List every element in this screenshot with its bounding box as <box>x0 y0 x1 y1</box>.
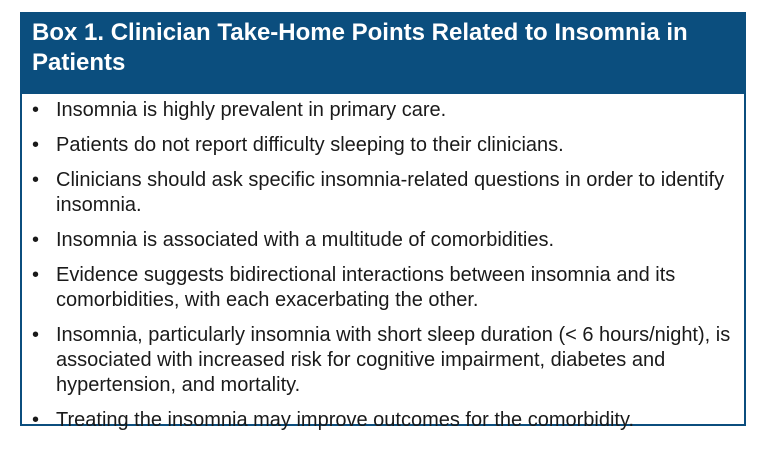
take-home-points-box <box>20 12 746 431</box>
point-text: Treating the insomnia may improve outcomes for the comorbidity. <box>56 409 635 431</box>
point-text: Insomnia, particularly insomnia with short sleep duration (< 6 hours/night), is associated with increased risk for cognitive impairment, diabetes and hypertension, and mortality. <box>56 324 731 396</box>
list-item <box>30 323 734 398</box>
point-text: Evidence suggests bidirectional interactions between insomnia and its comorbidities, with each exacerbating the other. <box>56 264 676 311</box>
point-text: Patients do not report difficulty sleeping to their clinicians. <box>56 134 564 156</box>
point-text: Insomnia is associated with a multitude of comorbidities. <box>56 229 555 251</box>
bullet-icon: • <box>32 99 40 121</box>
bullet-icon: • <box>32 324 40 346</box>
box-body <box>22 94 744 433</box>
list-item <box>30 228 734 253</box>
box-header <box>22 14 744 94</box>
take-home-points-list <box>30 98 734 433</box>
bullet-icon: • <box>32 169 40 191</box>
list-item <box>30 263 734 313</box>
point-text: Insomnia is highly prevalent in primary care. <box>56 99 447 121</box>
box-title: Box 1. Clinician Take-Home Points Related to Insomnia in Patients <box>32 19 688 76</box>
list-item <box>30 133 734 158</box>
point-text: Clinicians should ask specific insomnia-related questions in order to identify insomnia. <box>56 169 725 216</box>
bullet-icon: • <box>32 264 40 286</box>
bullet-icon: • <box>32 134 40 156</box>
bullet-icon: • <box>32 229 40 251</box>
bullet-icon: • <box>32 409 40 431</box>
list-item <box>30 98 734 123</box>
list-item <box>30 168 734 218</box>
list-item <box>30 408 734 433</box>
